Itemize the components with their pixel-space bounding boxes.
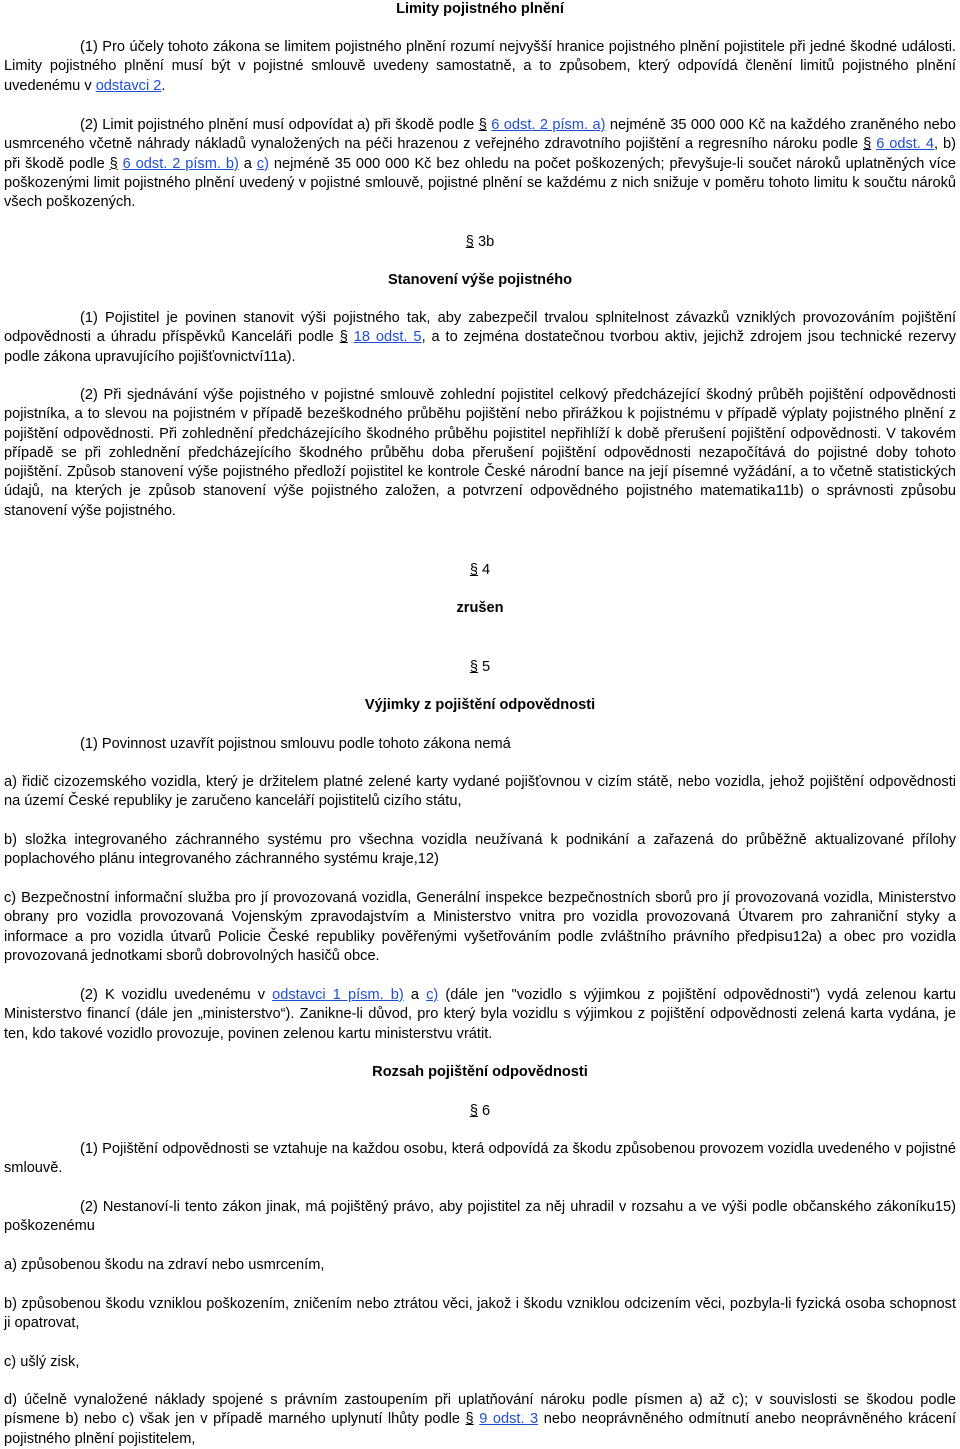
link-odstavci-2[interactable]: odstavci 2 [95,77,162,94]
paragraph-limits-1: (1) Pro účely tohoto zákona se limitem pojistného plnění rozumí nejvyšší hranice pojistného plnění pojistitele při jedné škodné události. Limity pojistného plnění musí být v pojistné smlouvě uvedeny samostatně, a to způsobem, který odpovídá členění limitů pojistného plnění uvedenému v odstavci 2. [4,39,956,94]
link-pism-c[interactable]: c) [256,155,269,172]
link-18-odst-5[interactable]: 18 odst. 5 [353,329,422,346]
heading-scope: Rozsah pojištění odpovědnosti [372,1064,588,1080]
section-3b-number: § 3b [465,234,495,250]
paragraph-6-2-d: d) účelně vynaložené náklady spojené s právním zastoupením při uplatňování nároku podle písmen a) až c); v souvislosti se škodou podle písmene b) nebo c) však jen v případě marného uplynutí lhůty podle § 9 odst. 3 nebo neoprávněného odmítnutí anebo neoprávněného krácení pojistného plnění pojistitelem, [4,1392,957,1447]
heading-limits: Limity pojistného plnění [396,1,564,17]
section-4-title: zrušen [456,600,504,616]
section-5-title: Výjimky z pojištění odpovědnosti [364,697,596,713]
paragraph-5-1-a: a) řidič cizozemského vozidla, který je držitelem platné zelené karty vydané pojišťovnou v cizím státě, nebo vozidla, jehož pojištění odpovědnosti na území České republiky je zaručeno kanceláří pojistitelů cizího státu, [4,774,956,810]
paragraph-3b-2: (2) Při sjednávání výše pojistného v pojistné smlouvě zohlední pojistitel celkový předcházející škodný průběh pojištění odpovědnosti pojistníka, a to slevou na pojistném v případě bezeškodného průběhu pojištění nebo přirážkou k pojistnému v případě výplaty pojistného plnění z pojištění odpovědnosti. Při zohlednění předcházejícího škodného průběhu pojistitel nepřihlíží k době přerušení pojištění odpovědnosti. V takovém případě se při zohlednění předcházejícího škodného průběhu doba přerušení pojištění odpovědnosti nezapočítává do pojistné doby tohoto pojištění. Způsob stanovení výše pojistného předloží pojistitel ke kontrole České národní bance na její písemné vyžádání, a to včetně statistických údajů, na kterých je způsob stanovení výše pojistného založen, a potvrzení odpovědného pojistného matematika11b) o správnosti způsobu stanovení výše pojistného. [4,387,956,519]
link-odstavci-1-pism-b[interactable]: odstavci 1 písm. b) [272,987,404,1003]
link-9-odst-3[interactable]: 9 odst. 3 [479,1411,539,1428]
paragraph-6-2-a: a) způsobenou škodu na zdraví nebo usmrcením, [4,1257,325,1273]
link-6-odst-2-pism-b[interactable]: 6 odst. 2 písm. b) [122,155,239,172]
paragraph-5-1-b: b) složka integrovaného záchranného systému pro všechna vozidla neužívaná k podnikání a zařazená do průběžně aktualizované přílohy poplachového plánu integrovaného záchranného systému kraje,12) [4,832,956,868]
section-symbol: § [478,117,487,133]
paragraph-6-2-b: b) způsobenou škodu vzniklou poškozením, zničením nebo ztrátou věci, jakož i škodu vzniklou odcizením věci, pozbyla-li fyzická osoba schopnost ji opatrovat, [4,1296,956,1332]
paragraph-limits-2: (2) Limit pojistného plnění musí odpovídat a) při škodě podle § 6 odst. 2 písm. a) nejméně 35 000 000 Kč na každého zraněného nebo usmrceného včetně náhrady nákladů vynaložených na péči hrazenou z veřejného zdravotního pojištění a regresního nároku podle § 6 odst. 4, b) při škodě podle § 6 odst. 2 písm. b) a c) nejméně 35 000 000 Kč bez ohledu na počet poškozených; převyšuje-li součet nároků uplatněných více poškozenými limit pojistného plnění uvedený v pojistné smlouvě, pojistné plnění se každému z nich snižuje v poměru tohoto limitu k součtu nároků všech poškozených. [4,117,956,211]
paragraph-5-1: (1) Povinnost uzavřít pojistnou smlouvu podle tohoto zákona nemá [80,736,511,752]
section-5-number: § 5 [469,659,491,675]
link-6-odst-4[interactable]: 6 odst. 4 [876,136,934,153]
paragraph-3b-1: (1) Pojistitel je povinen stanovit výši pojistného tak, aby zabezpečil trvalou splnitelnost závazků vzniklých provozováním pojištění odpovědnosti a úhradu příspěvků Kanceláři podle § 18 odst. 5, a to zejména dostatečnou tvorbou aktiv, jejichž zdrojem jsou technické rezervy podle zákona upravujícího pojišťovnictví11a). [4,310,957,365]
paragraph-5-1-c: c) Bezpečnostní informační služba pro jí provozovaná vozidla, Generální inspekce bezpečnostních sborů pro jí provozovaná vozidla, Ministerstvo obrany pro vozidla provozovaná Vojenským zpravodajstvím a Ministerstvo vnitra pro vozidla provozovaná Útvarem pro zahraniční styky a informace a pro vozidla útvarů Policie České republiky pověřenými vyšetřováním podle zvláštního právního předpisu12a) a obec pro vozidla provozovaná jednotkami sborů dobrovolných hasičů obce. [4,890,956,964]
section-3b-title: Stanovení výše pojistného [387,272,573,288]
paragraph-6-1: (1) Pojištění odpovědnosti se vztahuje na každou osobu, která odpovídá za škodu způsobenou provozem vozidla uvedeného v pojistné smlouvě. [4,1141,956,1177]
section-4-number: § 4 [469,562,491,578]
paragraph-5-2: (2) K vozidlu uvedenému v odstavci 1 písm. b) a c) (dále jen "vozidlo s výjimkou z pojištění odpovědnosti") vydá zelenou kartu Ministerstvo financí (dále jen „ministerstvo“). Zanikne-li důvod, pro který byla vozidlu s výjimkou z pojištění odpovědnosti zelená karta vydána, je ten, kdo takové vozidlo provozuje, povinen zelenou kartu ministerstvu vrátit. [4,987,956,1042]
paragraph-6-2: (2) Nestanoví-li tento zákon jinak, má pojištěný právo, aby pojistitel za něj uhradil v rozsahu a ve výši podle občanského zákoníku15) poškozenému [4,1199,956,1235]
section-6-number: § 6 [469,1103,491,1119]
link-c[interactable]: c) [426,987,439,1003]
paragraph-6-2-c: c) ušlý zisk, [4,1354,80,1370]
link-6-odst-2-pism-a[interactable]: 6 odst. 2 písm. a) [491,117,606,133]
